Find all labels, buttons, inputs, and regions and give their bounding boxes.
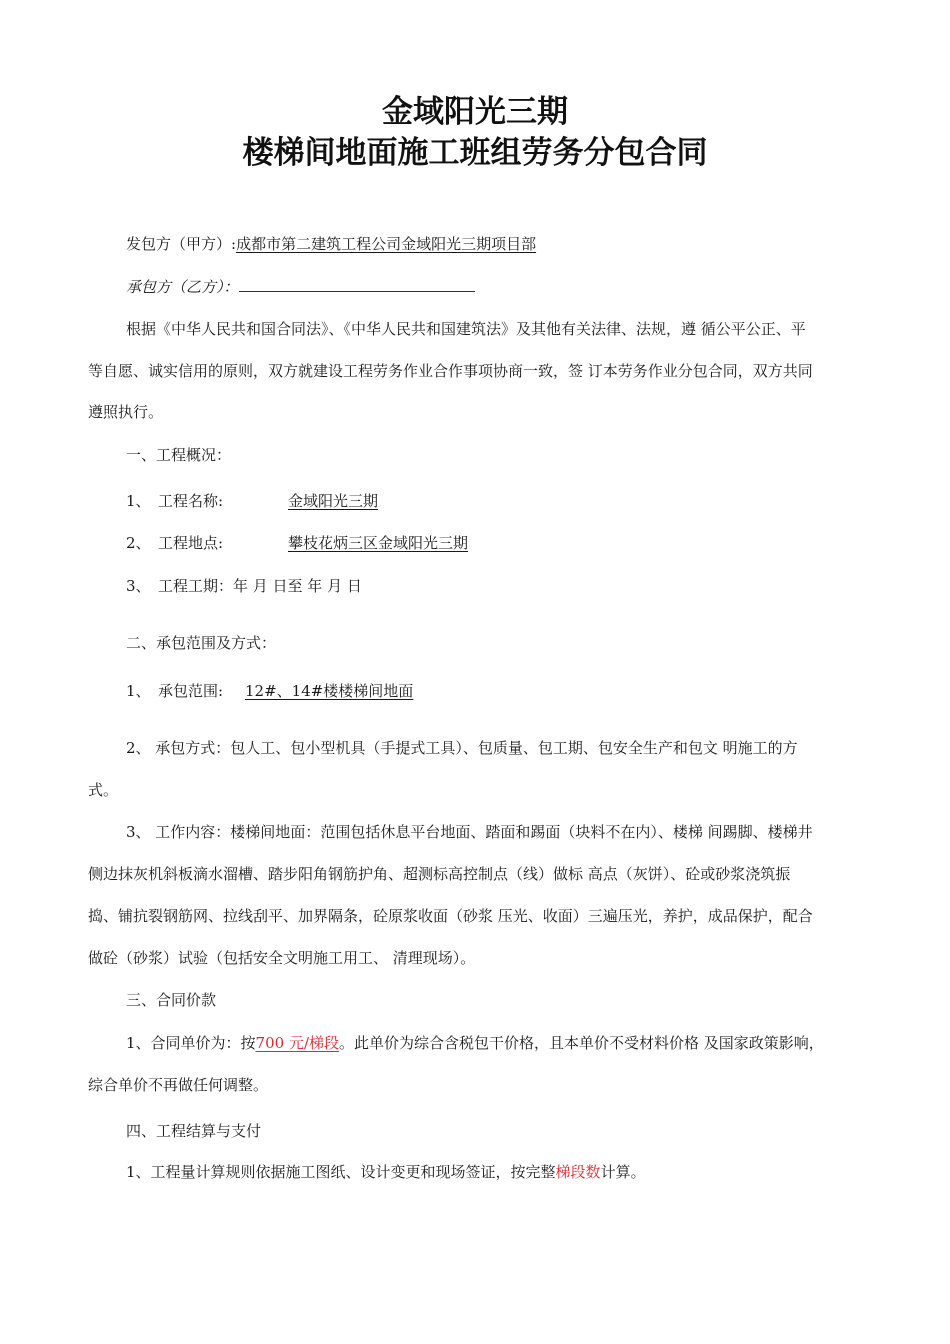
party-b-blank xyxy=(239,277,475,292)
scope-value: 12#、14#楼楼梯间地面 xyxy=(245,682,414,700)
item-label: 承包范围: xyxy=(158,682,224,700)
settlement-unit: 梯段数 xyxy=(555,1163,601,1181)
section-3-item-1-line-1 xyxy=(126,1033,824,1053)
item-label: 工程地点: xyxy=(158,534,224,552)
section-1-item-1 xyxy=(126,491,379,511)
settlement-suffix: 计算。 xyxy=(600,1163,646,1181)
title-line-1: 金域阳光三期 xyxy=(382,94,568,130)
preamble-line-3: 遵照执行。 xyxy=(88,403,164,421)
title-line-2: 楼梯间地面施工班组劳务分包合同 xyxy=(242,135,708,171)
section-1-heading: 一、工程概况： xyxy=(126,446,232,464)
settlement-prefix: 1、工程量计算规则依据施工图纸、设计变更和现场签证，按完整 xyxy=(126,1163,556,1181)
section-1-item-3 xyxy=(126,576,362,596)
section-2-item-3-line-2: 侧边抹灰机斜板滴水溜槽、踏步阳角钢筋护角、超测标高控制点（线）做标 高点（灰饼）、砼或砂浆浇筑振 xyxy=(88,865,791,883)
project-name-value: 金域阳光三期 xyxy=(288,492,379,510)
unit-price: 700 元/梯段 xyxy=(255,1034,339,1052)
preamble-line-1: 根据《中华人民共和国合同法》、《中华人民共和国建筑法》及其他有关法律、法规，遵 循公平公正、平 xyxy=(126,320,806,338)
section-2-item-1 xyxy=(126,681,414,701)
preamble-line-2: 等自愿、诚实信用的原则，双方就建设工程劳务作业合作事项协商一致，签 订本劳务作业分包合同，双方共同 xyxy=(88,362,813,380)
section-2-item-2-line-1: 2、 承包方式：包人工、包小型机具（手提式工具）、包质量、包工期、包安全生产和包文 明施工的方 xyxy=(126,739,798,757)
item-number: 1、 xyxy=(126,492,151,510)
section-2-heading: 二、承包范围及方式： xyxy=(126,634,277,652)
item-number: 3、 xyxy=(126,577,151,595)
party-a xyxy=(126,234,536,254)
section-3-heading: 三、合同价款 xyxy=(126,991,217,1009)
party-a-label: 发包方（甲方）: xyxy=(126,235,237,253)
price-suffix: 。此单价为综合含税包干价格，且本单价不受材料价格 及国家政策影响， xyxy=(339,1034,824,1052)
party-b xyxy=(126,277,475,297)
price-prefix: 1、合同单价为：按 xyxy=(126,1034,256,1052)
section-1-item-2 xyxy=(126,533,469,553)
project-location-value: 攀枝花炳三区金域阳光三期 xyxy=(288,534,469,552)
section-2-item-3-line-4: 做砼（砂浆）试验（包括安全文明施工用工、 清理现场）。 xyxy=(88,949,476,967)
section-2-item-3-line-3: 捣、铺抗裂钢筋网、拉线刮平、加界隔条，砼原浆收面（砂浆 压光、收面）三遍压光，养护，成品保护，配合 xyxy=(88,907,813,925)
party-a-value: 成都市第二建筑工程公司金域阳光三期项目部 xyxy=(236,235,537,253)
item-number: 1、 xyxy=(126,682,151,700)
party-b-label: 承包方（乙方）： xyxy=(126,278,239,296)
section-2-item-3-line-1: 3、 工作内容：楼梯间地面：范围包括休息平台地面、踏面和踢面（块料不在内）、楼梯 间踢脚、楼梯井 xyxy=(126,823,813,841)
project-duration: 工程工期：年 月 日至 年 月 日 xyxy=(158,577,362,595)
section-4-item-1 xyxy=(126,1162,646,1182)
section-2-item-2-line-2: 式。 xyxy=(88,781,119,799)
section-3-item-1-line-2: 综合单价不再做任何调整。 xyxy=(88,1076,269,1094)
item-label: 工程名称: xyxy=(158,492,224,510)
item-number: 2、 xyxy=(126,534,151,552)
section-4-heading: 四、工程结算与支付 xyxy=(126,1122,262,1140)
